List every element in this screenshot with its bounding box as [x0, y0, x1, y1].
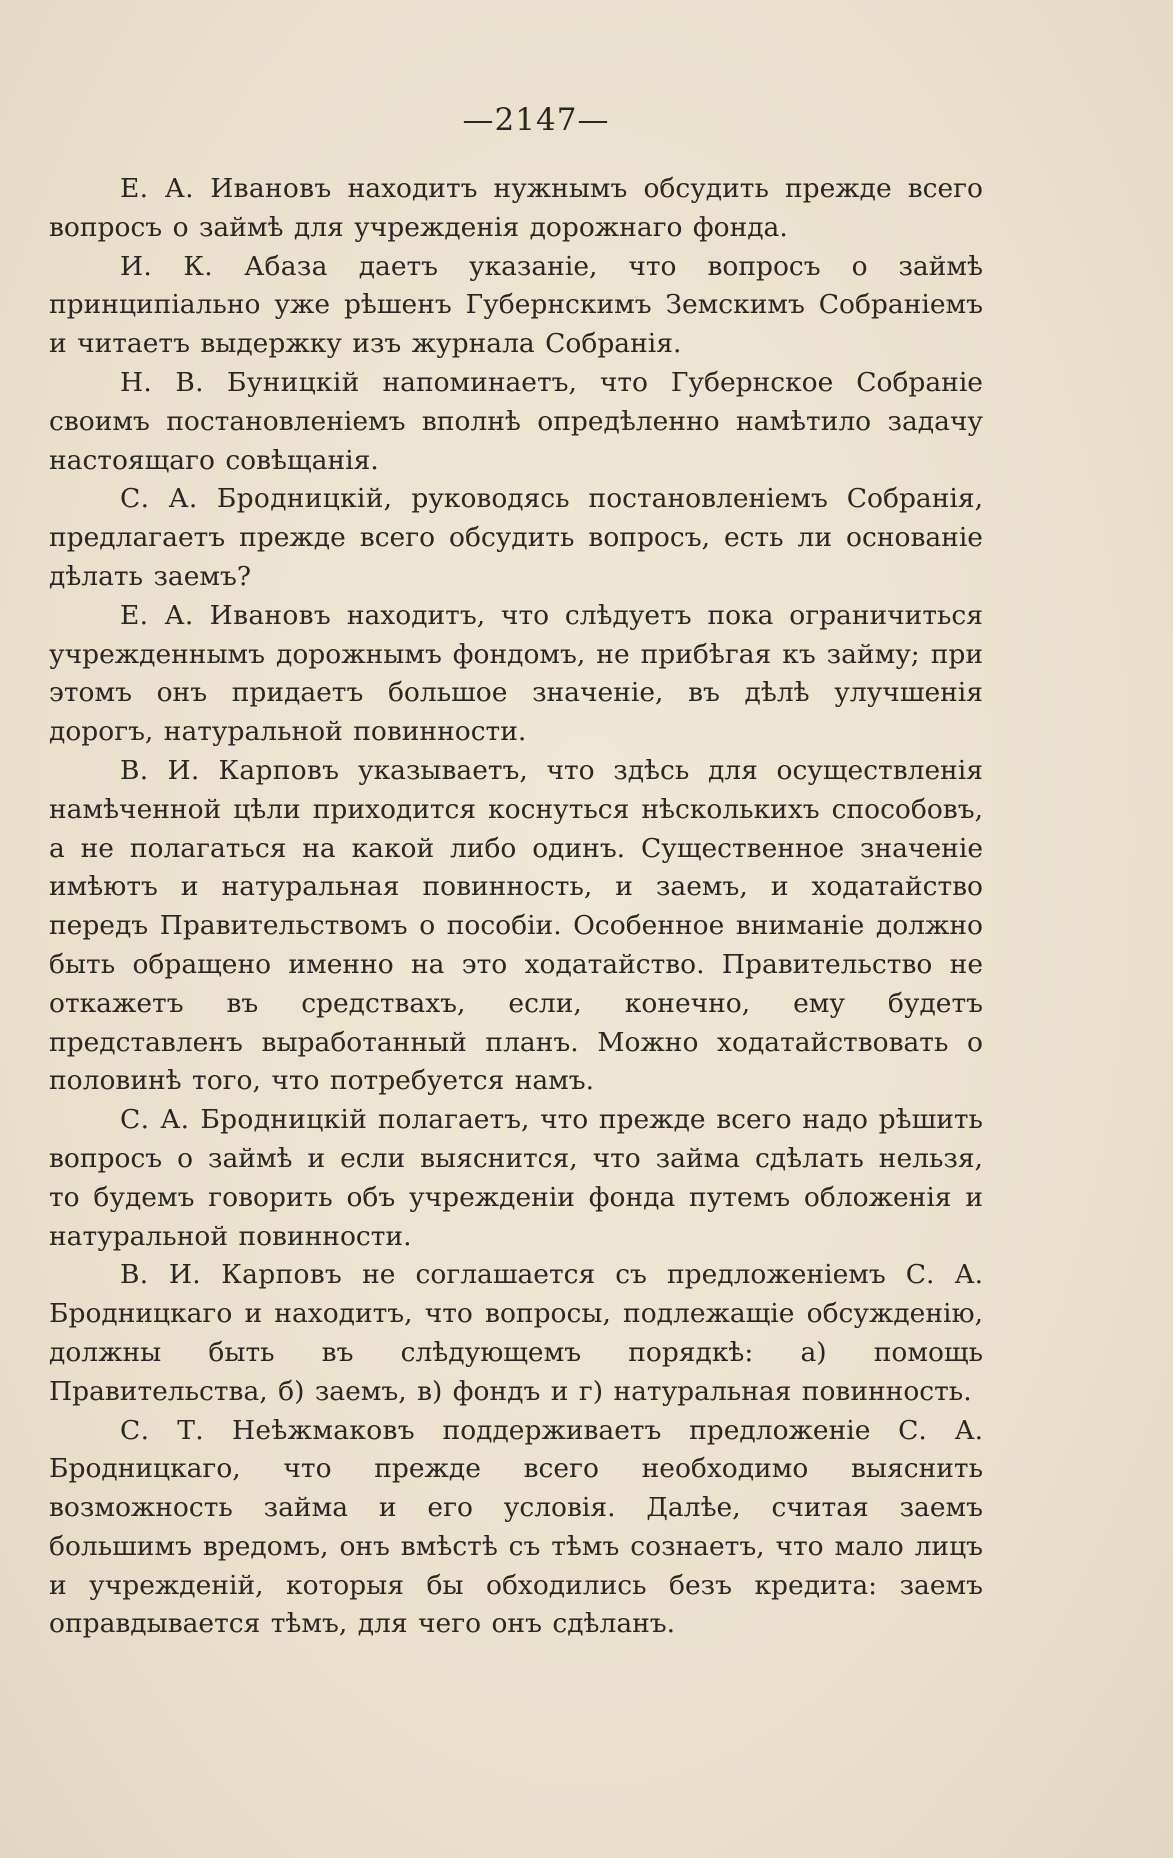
paragraph-8 [49, 1256, 983, 1411]
paragraph-7 [49, 1101, 983, 1256]
paragraph-text: находитъ, что слѣдуетъ пока ограничиться учрежденнымъ дорожнымъ фондомъ, не прибѣгая къ займу; при этомъ онъ придаетъ большое значеніе, въ дѣлѣ улучшенія дорогъ, натуральной повинности. [49, 599, 983, 748]
speaker-name: Н. В. Буницкій [120, 366, 360, 398]
page-number: —2147— [462, 102, 610, 138]
paragraph-text: находитъ нужнымъ обсудить прежде всего вопросъ о займѣ для учрежденія дорожнаго фонда. [49, 173, 983, 243]
speaker-name: С. А. Бродницкій, [120, 483, 393, 515]
speaker-name: В. И. Карповъ [120, 754, 340, 786]
speaker-name: В. И. Карповъ [120, 1259, 343, 1291]
paragraph-text: полагаетъ, что прежде всего надо рѣшить вопросъ о займѣ и если выяснится, что займа сдѣлать нельзя, то будемъ говорить объ учрежденіи фонда путемъ обложенія и натуральной повинности. [49, 1104, 983, 1252]
speaker-name: И. К. Абаза [120, 250, 328, 282]
paragraph-text: не соглашается съ предложеніемъ С. А. Бродницкаго и находитъ, что вопросы, подлежащіе обсужденію, должны быть въ слѣдующемъ порядкѣ: а) помощь Правительства, б) заемъ, в) фондъ и г) натуральная повинность. [49, 1259, 983, 1407]
paragraph-5 [49, 597, 983, 752]
speaker-name: Е. А. Ивановъ [120, 599, 332, 631]
paragraph-3 [49, 364, 983, 480]
speaker-name: С. Т. Неѣжмаковъ [120, 1414, 415, 1446]
paragraph-4 [49, 480, 983, 596]
speaker-name: С. А. Бродницкій [120, 1104, 368, 1136]
paragraph-text: руководясь постановленіемъ Собранія, предлагаетъ прежде всего обсудить вопросъ, есть ли основаніе дѣлать заемъ? [49, 483, 984, 592]
paragraph-2 [49, 248, 983, 364]
paragraph-text: даетъ указаніе, что вопросъ о займѣ принципіально уже рѣшенъ Губернскимъ Земскимъ Собраніемъ и читаетъ выдержку изъ журнала Собранія. [49, 250, 983, 360]
paragraph-6 [49, 752, 983, 1101]
paragraph-1 [49, 170, 983, 248]
paragraph-9 [49, 1412, 983, 1645]
paragraph-text: напоминаетъ, что Губернское Собраніе своимъ постановленіемъ вполнѣ опредѣленно намѣтило задачу настоящаго совѣщанія. [49, 366, 983, 476]
speaker-name: Е. А. Ивановъ [120, 173, 332, 204]
paragraph-text: поддерживаетъ предложеніе С. А. Бродницкаго, что прежде всего необходимо выяснить возможность займа и его условія. Далѣе, считая заемъ большимъ вредомъ, онъ вмѣстѣ съ тѣмъ сознаетъ, что мало лицъ и учрежденій, которыя бы обходились безъ кредита: заемъ оправдывается тѣмъ, для чего онъ сдѣланъ. [49, 1414, 983, 1640]
paragraph-text: указываетъ, что здѣсь для осуществленія намѣченной цѣли приходится коснуться нѣсколькихъ способовъ, а не полагаться на какой либо одинъ. Существенное значеніе имѣютъ и натуральная повинность, и заемъ, и ходатайство передъ Правительствомъ о пособіи. Особенное вниманіе должно быть обращено именно на это ходатайство. Правительство не откажетъ въ средствахъ, если, конечно, ему будетъ представленъ выработанный планъ. Можно ходатайствовать о половинѣ того, что потребуется намъ. [49, 754, 983, 1097]
